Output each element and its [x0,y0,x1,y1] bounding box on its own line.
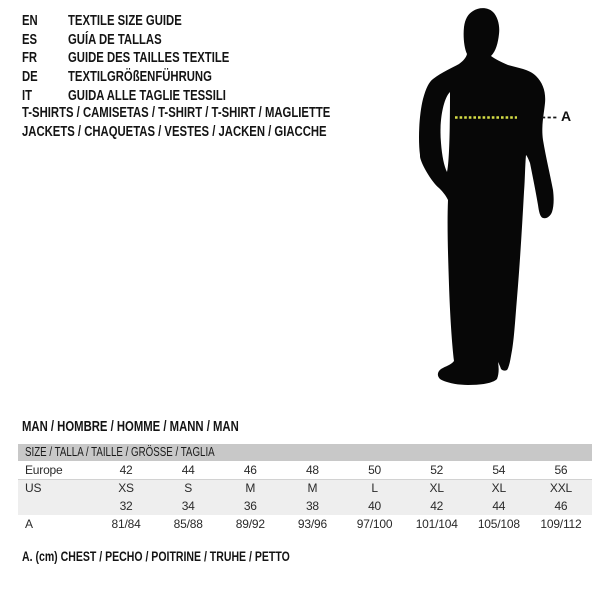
size-cell: 85/88 [173,517,203,531]
size-cell: 109/112 [540,517,582,531]
size-cell: 52 [430,463,444,477]
size-cell: 81/84 [111,517,141,531]
measure-label-a: A [561,108,572,124]
size-cell: 101/104 [415,517,458,531]
size-cell: 50 [368,463,382,477]
man-silhouette-figure [400,0,600,395]
size-table-header-text: SIZE / TALLA / TAILLE / GRÖSSE / TAGLIA [25,445,215,459]
size-cell: 38 [305,499,319,513]
size-cell: 32 [119,499,133,513]
section-title-man [22,419,300,435]
language-title: GUIDE DES TAILLES TEXTILE [68,50,230,67]
size-cell: 44 [181,463,195,477]
language-title: GUIDA ALLE TAGLIE TESSILI [68,87,226,104]
size-cell: 48 [305,463,319,477]
size-cell: 42 [430,499,444,513]
language-title: TEXTILE SIZE GUIDE [68,13,182,29]
size-table-row-europe [18,461,592,479]
size-cell: M [245,481,256,495]
language-code: DE [22,69,38,86]
category-line-tshirts: T-SHIRTS / CAMISETAS / T-SHIRT / T-SHIRT / MAGLIETTE [22,105,331,121]
language-title: GUÍA DE TALLAS [68,31,162,48]
man-silhouette-icon [419,8,554,385]
language-code: ES [22,31,38,48]
size-cell: 44 [492,499,506,513]
size-table-row-numeric [18,497,592,515]
row-label: A [25,517,33,531]
size-cell: XS [118,481,134,495]
size-cell: L [371,481,378,495]
row-label [18,497,95,515]
language-row-es [22,31,275,50]
language-title: TEXTILGRÖßENFÜHRUNG [68,69,212,86]
measurement-footnote [22,549,365,564]
size-cell: 105/108 [477,517,520,531]
size-cell: 56 [554,463,568,477]
size-cell: 54 [492,463,506,477]
language-guide-list [22,12,275,106]
language-row-de [22,68,275,87]
category-line-jackets: JACKETS / CHAQUETAS / VESTES / JACKEN / GIACCHE [22,124,327,141]
size-cell: XL [429,481,444,495]
garment-categories [22,104,417,142]
size-cell: XL [491,481,506,495]
size-cell: 46 [243,463,257,477]
size-table-header [18,444,592,461]
size-table-row-us [18,479,592,497]
size-cell: 40 [368,499,382,513]
row-label: Europe [25,463,63,477]
language-code: EN [22,13,38,29]
size-cell: 34 [181,499,195,513]
size-cell: M [307,481,318,495]
size-cell: 89/92 [235,517,265,531]
size-cell: 93/96 [297,517,327,531]
language-row-it [22,87,275,106]
language-code: IT [22,87,33,104]
language-row-fr [22,49,275,68]
section-title-text: MAN / HOMBRE / HOMME / MANN / MAN [22,419,239,435]
size-cell: 36 [243,499,257,513]
size-table-row-a [18,515,592,533]
measurement-footnote-text: A. (cm) CHEST / PECHO / POITRINE / TRUHE / PETTO [22,549,290,564]
language-code: FR [22,50,38,67]
size-cell: 46 [554,499,568,513]
size-cell: 42 [119,463,133,477]
size-cell: XXL [549,481,572,495]
language-row-en [22,12,275,31]
row-label: US [25,481,42,495]
size-cell: 97/100 [356,517,393,531]
size-table [18,444,592,533]
size-cell: S [184,481,193,495]
